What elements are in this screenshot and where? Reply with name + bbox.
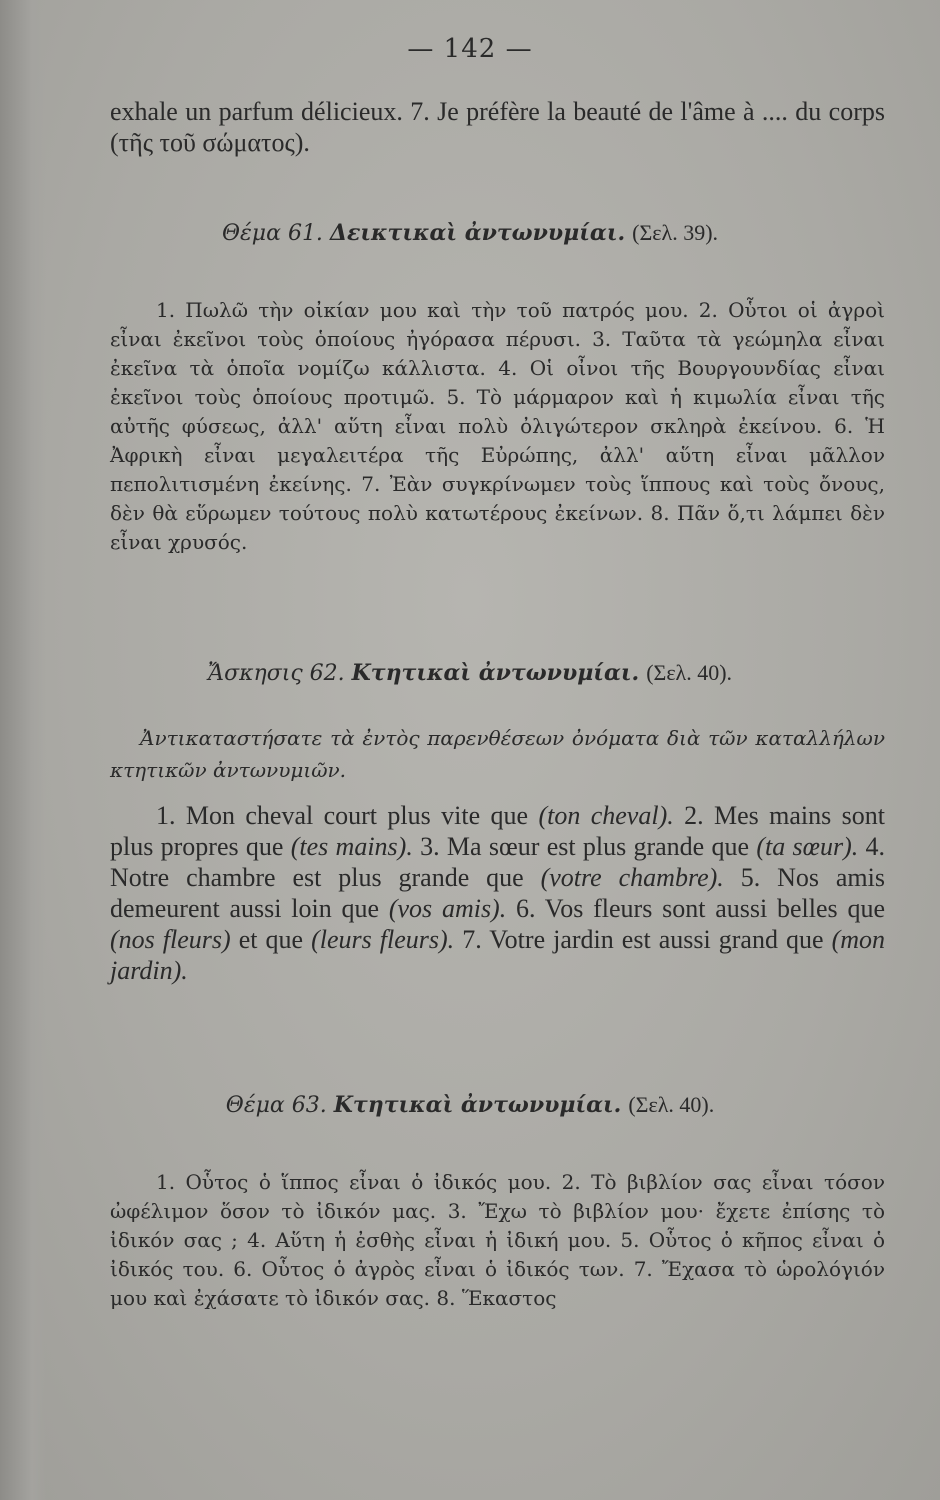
theme-61-heading <box>0 220 940 246</box>
item-4-text: 4. Notre chambre est plus grande que <box>110 832 886 892</box>
page-number: — 142 — <box>407 34 533 64</box>
theme-61-body: 1. Πωλῶ τὴν οἰκίαν μου καὶ τὴν τοῦ πατρός μου. 2. Οὗτοι οἱ ἀγροὶ εἶναι ἐκεῖνοι τοὺς ὁποίους ἠγόρασα πέρυσι. 3. Ταῦτα τὰ γεώμηλα εἶναι ἐκεῖνα τὰ ὁποῖα νομίζω κάλλιστα. 4. Οἱ οἶνοι τῆς Βουργουνδίας εἶναι ἐκεῖνοι τοὺς ὁποίους προτιμῶ. 5. Τὸ μάρμαρον καὶ ἡ κιμωλία εἶναι τῆς αὐτῆς φύσεως, ἀλλ' αὕτη εἶναι πολὺ ὀλιγώτερον σκληρὰ ἐκείνου. 6. Ἡ Ἀφρικὴ εἶναι μεγαλειτέρα τῆς Εὐρώπης, ἀλλ' αὕτη εἶναι μᾶλλον πεπολιτισμένη ἐκείνης. 7. Ἐὰν συγκρίνωμεν τοὺς ἵππους καὶ τοὺς ὄνους, δὲν θὰ εὕρωμεν τούτους πολὺ κατωτέρους ἐκείνων. 8. Πᾶν ὅ,τι λάμπει δὲν εἶναι χρυσός. <box>110 298 885 554</box>
item-3-text: 3. Ma sœur est plus grande que <box>412 832 750 861</box>
item-6-text: 6. Vos fleurs sont aussi belles que <box>506 894 885 923</box>
item-3-parenthesis: (ta sœur). <box>756 832 859 861</box>
continuation-paragraph: exhale un parfum délicieux. 7. Je préfère la beauté de l'âme à .... du corps (τῆς τοῦ σώματος). <box>110 97 885 157</box>
exercise-62-label: Ἄσκησις 62. <box>207 661 345 686</box>
exercise-62-title: Κτητικαὶ ἀντωνυμίαι. <box>351 660 640 686</box>
theme-61-label: Θέμα 61. <box>221 221 323 246</box>
item-7-text: 7. Votre jardin est aussi grand que <box>454 925 824 954</box>
item-2-parenthesis: (tes mains). <box>290 832 413 861</box>
exercise-62-reference: (Σελ. 40). <box>646 660 733 685</box>
theme-63-label: Θέμα 63. <box>225 1093 327 1118</box>
exercise-62-heading <box>0 660 940 686</box>
exercise-62-items <box>110 800 885 986</box>
theme-63-body: 1. Οὗτος ὁ ἵππος εἶναι ὁ ἰδικός μου. 2. Τὸ βιβλίον σας εἶναι τόσον ὠφέλιμον ὅσον τὸ ἰδικόν μας. 3. Ἔχω τὸ βιβλίον μου· ἔχετε ἐπίσης τὸ ἰδικόν σας ; 4. Αὕτη ἡ ἐσθὴς εἶναι ἡ ἰδική μου. 5. Οὗτος ὁ κῆπος εἶναι ὁ ἰδικός του. 6. Οὗτος ὁ ἀγρὸς εἶναι ὁ ἰδικός των. 7. Ἔχασα τὸ ὡρολόγιόν μου καὶ ἐχάσατε τὸ ἰδικόν σας. 8. Ἕκαστος <box>110 1170 885 1310</box>
item-6b-text: et que <box>230 925 304 954</box>
item-6b-parenthesis: (leurs fleurs). <box>311 925 455 954</box>
theme-63-reference: (Σελ. 40). <box>628 1092 715 1117</box>
item-7-parenthesis: (mon jardin). <box>110 925 885 985</box>
item-4-parenthesis: (votre chambre). <box>540 863 724 892</box>
item-1-parenthesis: (ton cheval). <box>538 801 674 830</box>
item-2-text: 2. Mes mains sont plus propres que <box>110 801 885 861</box>
item-6-parenthesis: (nos fleurs) <box>110 925 231 954</box>
item-5-parenthesis: (vos amis). <box>388 894 507 923</box>
theme-63-heading <box>0 1092 940 1118</box>
theme-61-title: Δεικτικαὶ ἀντωνυμίαι. <box>329 220 626 246</box>
item-5-text: 5. Nos amis demeurent aussi loin que <box>110 863 885 923</box>
theme-63-title: Κτητικαὶ ἀντωνυμίαι. <box>333 1092 622 1118</box>
theme-61-reference: (Σελ. 39). <box>632 220 719 245</box>
item-1-text: 1. Mon cheval court plus vite que <box>156 801 529 830</box>
exercise-62-instruction: Ἀντικαταστήσατε τὰ ἐντὸς παρενθέσεων ὀνόματα διὰ τῶν καταλλήλων κτητικῶν ἀντωνυμιῶν. <box>110 726 885 782</box>
